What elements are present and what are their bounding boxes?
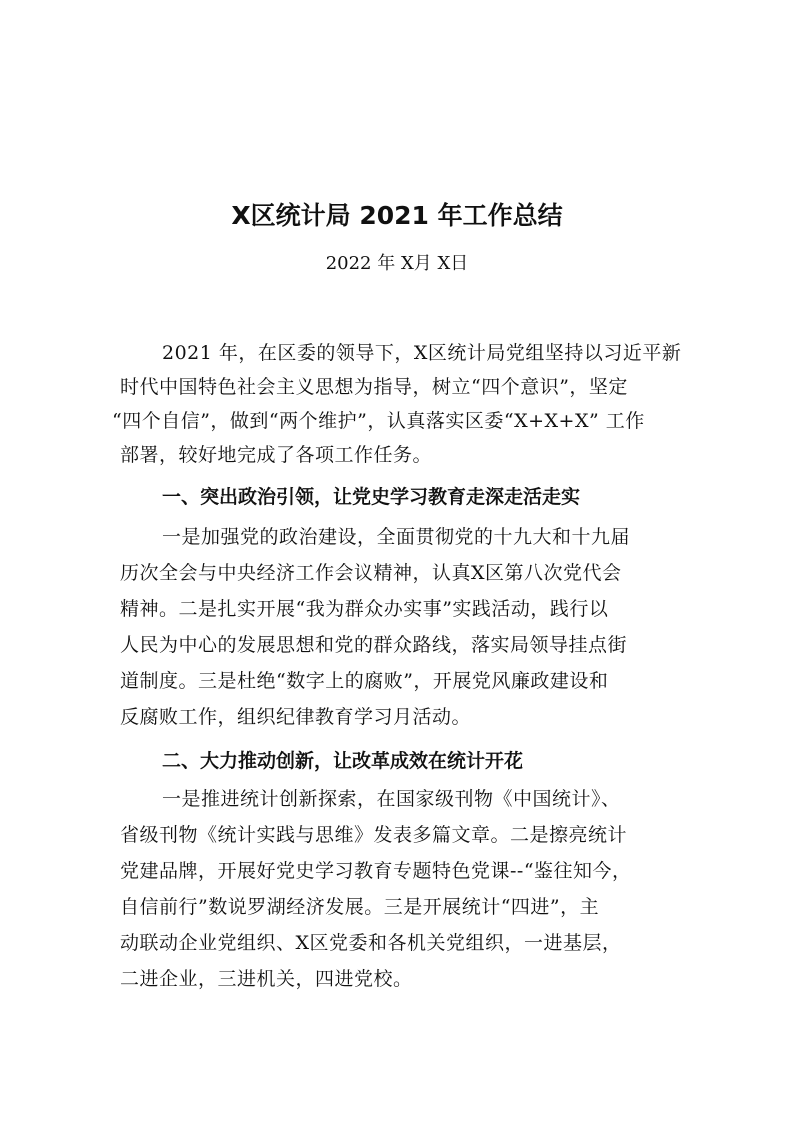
document-date: 2022 年 X月 X日 — [325, 253, 469, 274]
section1-line-5: 道制度。三是杜绝“数字上的腐败”，开展党风廉政建设和 — [120, 670, 609, 692]
section2-heading: 二、大力推动创新，让改革成效在统计开花 — [162, 750, 524, 772]
section1-line-6: 反腐败工作，组织纪律教育学习月活动。 — [120, 706, 472, 728]
section2-line-5: 动联动企业党组织、X区党委和各机关党组织，一进基层， — [120, 932, 622, 954]
section1-line-1: 一是加强党的政治建设，全面贯彻党的十九大和十九届 — [162, 526, 631, 548]
section2-line-1: 一是推进统计创新探索，在国家级刊物《中国统计》、 — [162, 788, 621, 810]
section1-line-3: 精神。二是扎实开展“我为群众办实事”实践活动，践行以 — [120, 598, 609, 620]
section2-line-2: 省级刊物《统计实践与思维》发表多篇文章。二是擦亮统计 — [120, 824, 628, 846]
intro-line-3: “四个自信”，做到“两个维护”，认真落实区委“X+X+X” 工作 — [112, 410, 645, 432]
intro-line-1: 2021 年，在区委的领导下，X区统计局党组坚持以习近平新 — [162, 342, 682, 364]
document-title: X区统计局 2021 年工作总结 — [231, 201, 563, 230]
section1-line-4: 人民为中心的发展思想和党的群众路线，落实局领导挂点街 — [120, 634, 628, 656]
section1-line-2: 历次全会与中央经济工作会议精神，认真X区第八次党代会 — [120, 562, 622, 584]
intro-line-4: 部署，较好地完成了各项工作任务。 — [120, 444, 433, 466]
section1-heading: 一、突出政治引领，让党史学习教育走深走活走实 — [162, 486, 581, 508]
section2-line-3: 党建品牌，开展好党史学习教育专题特色党课--“鉴往知今， — [120, 860, 632, 882]
section2-line-6: 二进企业，三进机关，四进党校。 — [120, 968, 413, 990]
intro-line-2: 时代中国特色社会主义思想为指导，树立“四个意识”，坚定 — [120, 376, 628, 398]
section2-line-4: 自信前行”数说罗湖经济发展。三是开展统计“四进”，主 — [120, 896, 600, 918]
